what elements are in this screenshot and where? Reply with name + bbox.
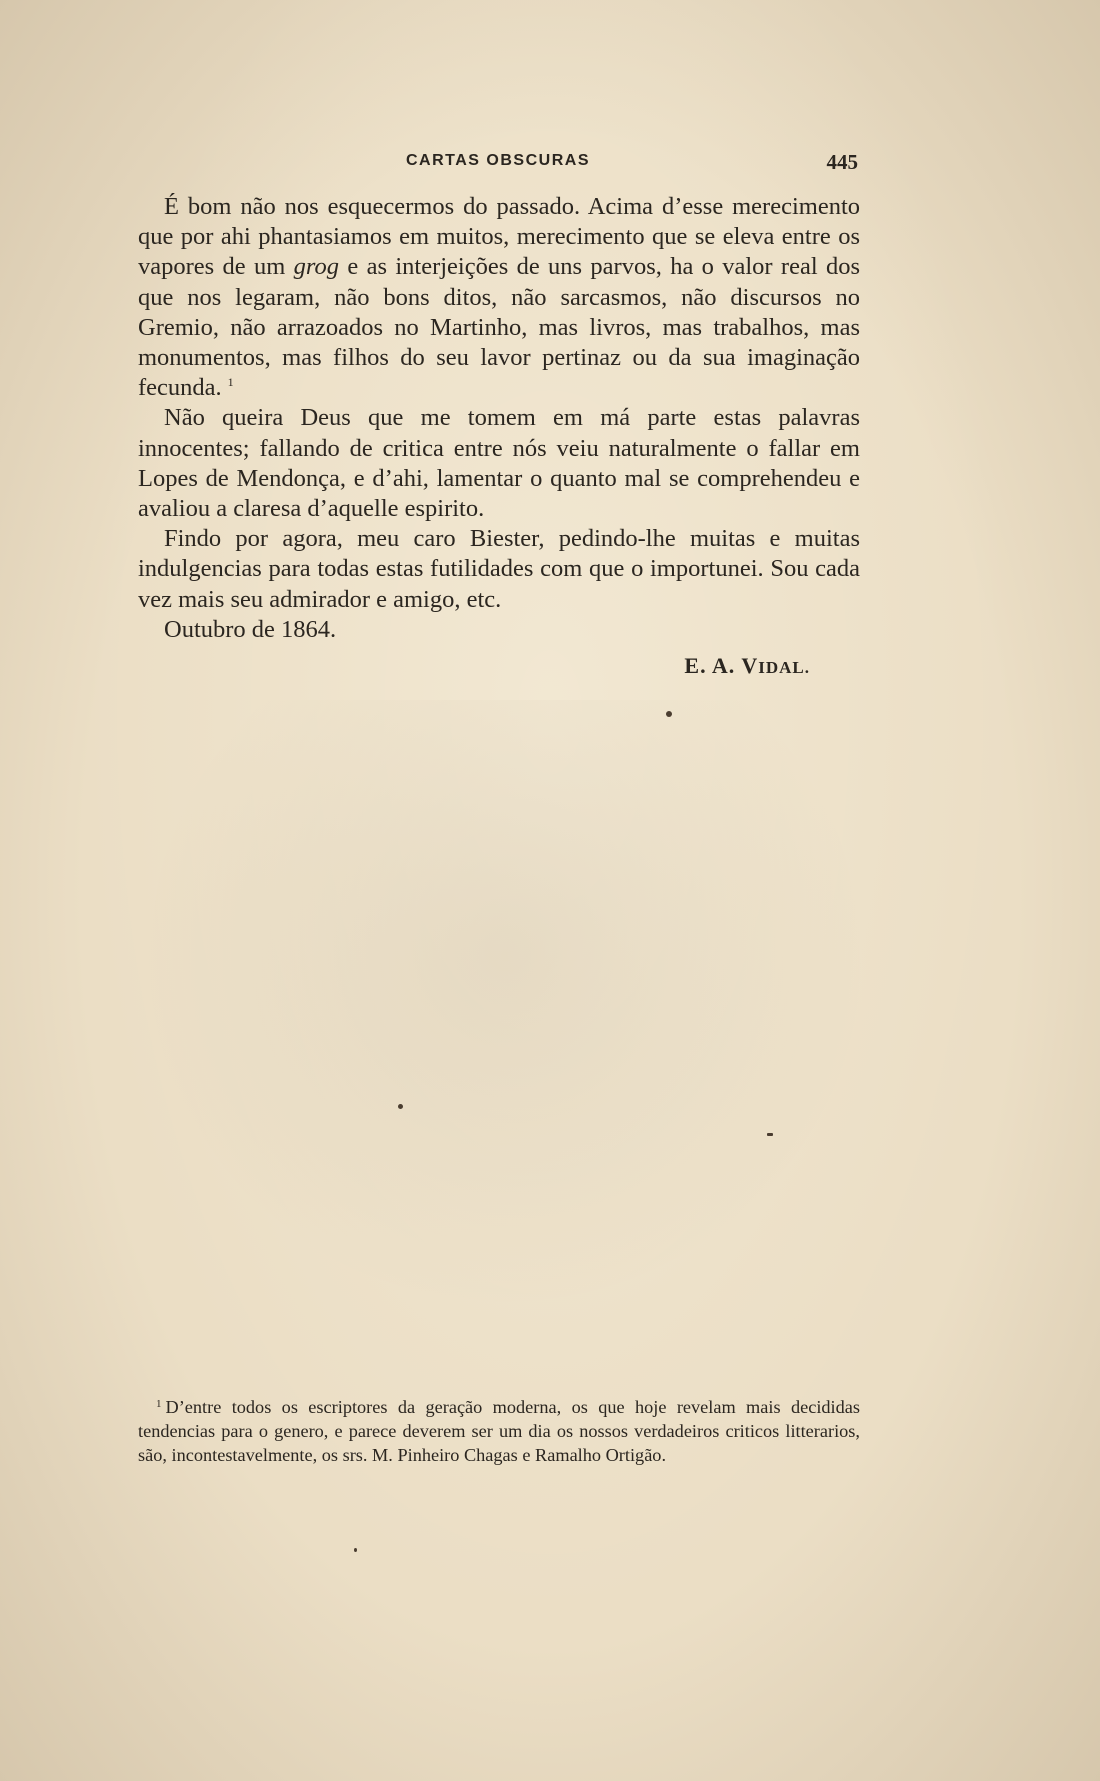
paragraph-1 xyxy=(138,192,860,403)
paragraph-3: Findo por agora, meu caro Biester, pedindo-lhe muitas e muitas indulgencias para todas estas futilidades com que o importunei. Sou cada vez mais seu admirador e amigo, etc. xyxy=(138,525,860,613)
signature xyxy=(138,651,860,683)
dateline: Outubro de 1864. xyxy=(164,615,337,643)
running-head xyxy=(138,152,858,178)
footnote-reference: 1 xyxy=(227,375,234,390)
paper-speck xyxy=(767,1133,773,1136)
paragraph-2: Não queira Deus que me tomem em má parte estas palavras innocentes; fallando de critica entre nós veiu naturalmente o fallar em Lopes de Mendonça, e d’ahi, lamentar o quanto mal se comprehendeu e avaliou a claresa d’aquelle espirito. xyxy=(138,404,860,523)
signature-surname: IDAL. xyxy=(758,658,810,678)
footnote-marker: 1 xyxy=(156,1398,162,1410)
paper-speck xyxy=(666,711,672,717)
paragraph-1-italic-word: grog xyxy=(293,253,340,281)
paragraph-1-text: É bom não nos esquecermos do passado. Acima d’esse merecimento que por ahi phantasiamos em muitos, merecimento que se eleva entre os vapores de um xyxy=(138,193,860,281)
main-text xyxy=(138,192,860,683)
show-through-stain xyxy=(140,700,900,1340)
signature-initials: E. A. V xyxy=(684,653,759,679)
page-number: 445 xyxy=(826,150,858,174)
footnote-text: D’entre todos os escriptores da geração moderna, os que hoje revelam mais decididas tendencias para o genero, e parece deverem ser um dia os nossos verdadeiros criticos litterarios, são, incontestavelmente, os srs. M. Pinheiro Chagas e Ramalho Ortigão. xyxy=(138,1397,860,1465)
paragraph-1-text-end: e as interjeições de uns parvos, ha o valor real dos que nos legaram, não bons ditos, não sarcasmos, não discursos no Gremio, não arrazoados no Martinho, mas livros, mas trabalhos, mas monumentos, mas filhos do seu lavor pertinaz ou da sua imaginação fecunda. xyxy=(138,253,861,402)
running-head-title: CARTAS OBSCURAS xyxy=(406,152,590,169)
footnote xyxy=(138,1395,860,1467)
paper-speck xyxy=(354,1548,357,1552)
paper-speck xyxy=(398,1104,403,1109)
